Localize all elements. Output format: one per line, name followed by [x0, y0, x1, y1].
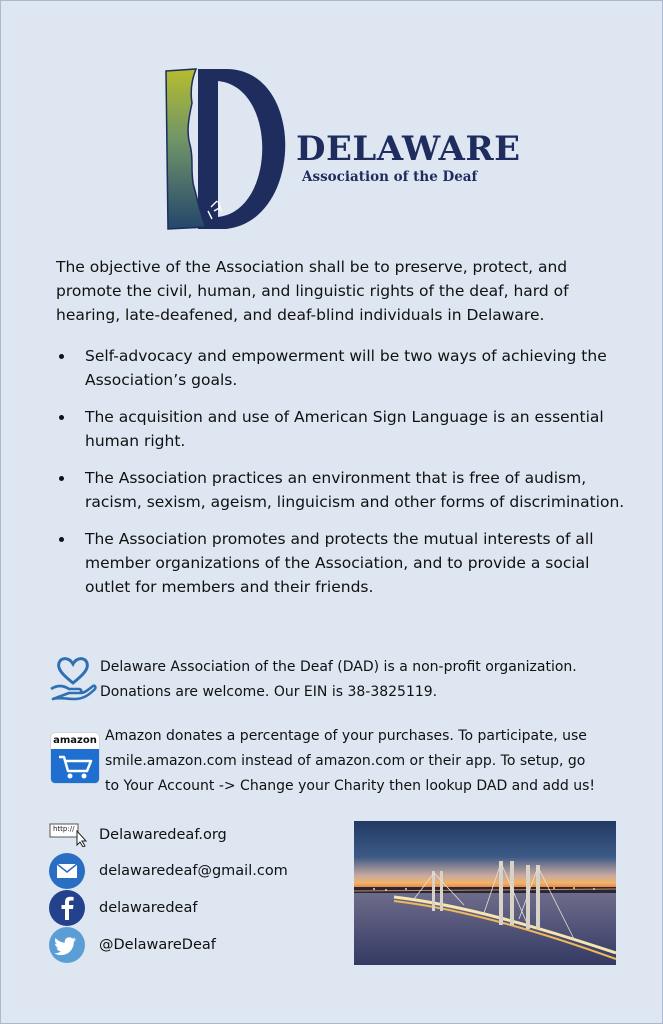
- bullet-icon: [59, 476, 64, 481]
- bridge-photo: [354, 821, 616, 965]
- amazon-smile-section: [49, 723, 634, 801]
- web-icon-text: http://: [53, 825, 75, 833]
- goal-text: Self-advocacy and empowerment will be two ways of achieving the Association’s goals.: [85, 347, 607, 389]
- twitter-link[interactable]: @DelawareDeaf: [99, 937, 216, 953]
- dad-logo: [156, 61, 521, 236]
- amazon-icon-label: amazon: [53, 735, 97, 746]
- amazon-line-2: smile.amazon.com instead of amazon.com or their app. To setup, go: [105, 753, 586, 769]
- donation-line-1: Delaware Association of the Deaf (DAD) is a non-profit organization.: [100, 659, 577, 675]
- logo-title: DELAWARE: [296, 129, 521, 169]
- donation-section: [49, 651, 634, 707]
- list-item: [56, 344, 636, 392]
- bullet-icon: [59, 537, 64, 542]
- amazon-app-icon[interactable]: [51, 733, 99, 783]
- email-link[interactable]: delawaredeaf@gmail.com: [99, 863, 288, 879]
- facebook-link[interactable]: delawaredeaf: [99, 900, 198, 916]
- amazon-line-3: to Your Account -> Change your Charity then lookup DAD and add us!: [105, 778, 596, 794]
- amazon-line-1: Amazon donates a percentage of your purchases. To participate, use: [105, 728, 587, 744]
- twitter-icon: [49, 927, 85, 963]
- web-link-icon: [49, 823, 89, 847]
- donation-line-2: Donations are welcome. Our EIN is 38-3825119.: [100, 684, 438, 700]
- goals-list: [56, 344, 636, 612]
- website-link[interactable]: Delawaredeaf.org: [99, 827, 227, 843]
- list-item: [56, 527, 636, 599]
- heart-hand-icon: [49, 653, 97, 703]
- bullet-icon: [59, 415, 64, 420]
- list-item: [56, 405, 636, 453]
- logo-subtitle: Association of the Deaf: [302, 169, 478, 185]
- goal-text: The acquisition and use of American Sign Language is an essential human right.: [85, 408, 604, 450]
- bullet-icon: [59, 354, 64, 359]
- mission-statement: The objective of the Association shall be to preserve, protect, and promote the civil, human, and linguistic rights of the deaf, hard of hearing, late-deafened, and deaf-blind individuals in Delaware.: [56, 258, 569, 324]
- cart-icon: [51, 749, 99, 783]
- goal-text: The Association practices an environment that is free of audism, racism, sexism, ageism, linguicism and other forms of discrimination.: [85, 469, 625, 511]
- facebook-icon: [49, 890, 85, 926]
- list-item: [56, 466, 636, 514]
- goal-text: The Association promotes and protects the mutual interests of all member organizations of the Association, and to provide a social outlet for members and their friends.: [85, 530, 594, 596]
- email-icon: [49, 853, 85, 889]
